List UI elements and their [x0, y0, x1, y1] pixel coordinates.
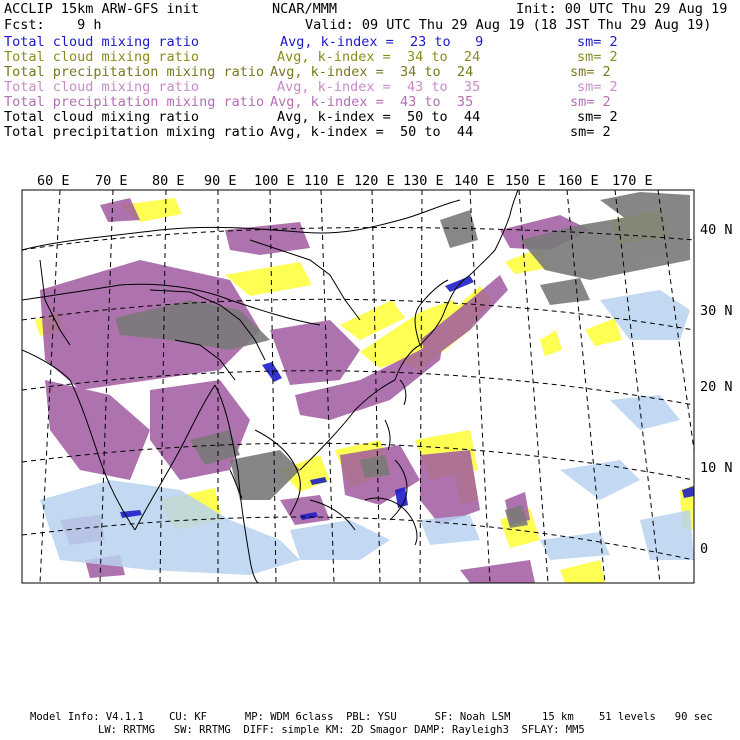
- field-4-range: Avg, k-index = 43 to 35: [277, 79, 481, 95]
- field-7-name: Total precipitation mixing ratio: [4, 124, 265, 140]
- field-2-name: Total cloud mixing ratio: [4, 49, 200, 65]
- lon-label: 120 E: [354, 173, 395, 189]
- field-1-range: Avg, k-index = 23 to 9: [280, 34, 484, 50]
- field-5-sm: sm= 2: [570, 94, 611, 110]
- lat-label: 40 N: [700, 222, 733, 238]
- field-4-name: Total cloud mixing ratio: [4, 79, 200, 95]
- organization: NCAR/MMM: [272, 1, 338, 17]
- forecast-hour: Fcst: 9 h: [4, 17, 102, 33]
- field-3-range: Avg, k-index = 34 to 24: [270, 64, 474, 80]
- field-6-name: Total cloud mixing ratio: [4, 109, 200, 125]
- init-time: Init: 00 UTC Thu 29 Aug 19: [516, 1, 728, 17]
- field-2-range: Avg, k-index = 34 to 24: [277, 49, 481, 65]
- lon-label: 90 E: [204, 173, 237, 189]
- map-area: [22, 190, 694, 583]
- lon-label: 170 E: [612, 173, 653, 189]
- model-info-line-1: Model Info: V4.1.1 CU: KF MP: WDM 6class PBL: YSU SF: Noah LSM 15 km 51 levels 90 sec: [30, 711, 713, 723]
- lat-label: 20 N: [700, 379, 733, 395]
- lon-label: 110 E: [304, 173, 345, 189]
- lat-label: 0: [700, 541, 709, 557]
- lat-label: 10 N: [700, 460, 733, 476]
- field-3-name: Total precipitation mixing ratio: [4, 64, 265, 80]
- lon-label: 150 E: [505, 173, 546, 189]
- field-6-range: Avg, k-index = 50 to 44: [277, 109, 481, 125]
- field-7-range: Avg, k-index = 50 to 44: [270, 124, 474, 140]
- model-info-line-2: LW: RRTMG SW: RRTMG DIFF: simple KM: 2D Smagor DAMP: Rayleigh3 SFLAY: MM5: [98, 724, 585, 736]
- lon-label: 130 E: [403, 173, 444, 189]
- field-1-name: Total cloud mixing ratio: [4, 34, 200, 50]
- field-3-sm: sm= 2: [570, 64, 611, 80]
- field-4-sm: sm= 2: [577, 79, 618, 95]
- latitude-labels: [700, 222, 733, 557]
- field-1-sm: sm= 2: [577, 34, 618, 50]
- lon-label: 160 E: [558, 173, 599, 189]
- lon-label: 140 E: [454, 173, 495, 189]
- lat-label: 30 N: [700, 303, 733, 319]
- field-6-sm: sm= 2: [577, 109, 618, 125]
- lon-label: 60 E: [37, 173, 70, 189]
- field-2-sm: sm= 2: [577, 49, 618, 65]
- field-5-name: Total precipitation mixing ratio: [4, 94, 265, 110]
- lon-label: 100 E: [254, 173, 295, 189]
- longitude-labels: [37, 173, 653, 189]
- lon-label: 70 E: [95, 173, 128, 189]
- field-7-sm: sm= 2: [570, 124, 611, 140]
- field-5-range: Avg, k-index = 43 to 35: [270, 94, 474, 110]
- run-title: ACCLIP 15km ARW-GFS init: [4, 1, 200, 17]
- valid-time: Valid: 09 UTC Thu 29 Aug 19 (18 JST Thu 29 Aug 19): [305, 17, 712, 33]
- lon-label: 80 E: [152, 173, 185, 189]
